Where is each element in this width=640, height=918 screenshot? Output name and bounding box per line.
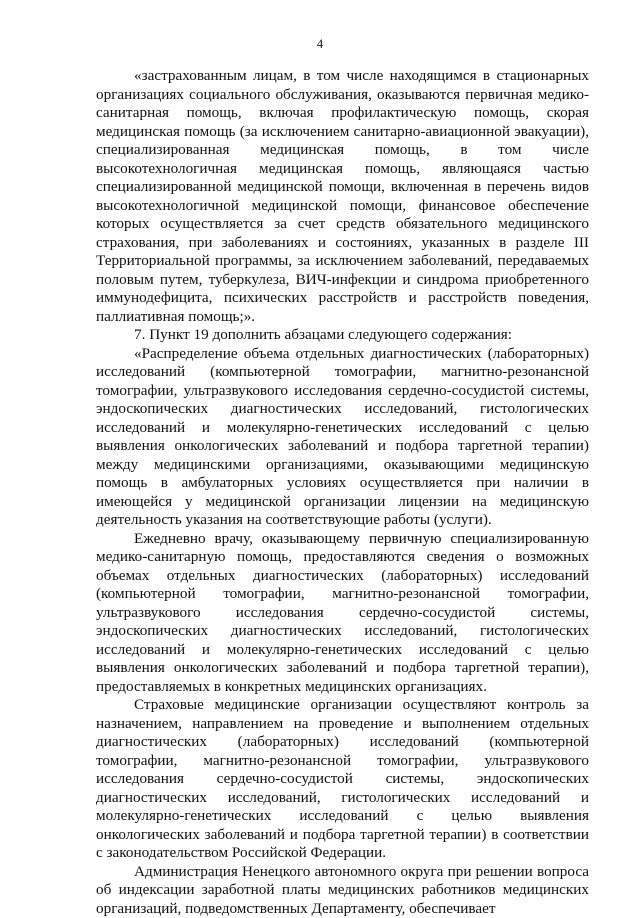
paragraph-salary-indexation: Администрация Ненецкого автономного округа при решении вопроса об индексации заработной платы медицинских работников медицинских организаций, подведомственных Департаменту, обеспечивает: [96, 863, 589, 918]
paragraph-item-7-intro: 7. Пункт 19 дополнить абзацами следующего содержания:: [96, 326, 589, 345]
page-number: 4: [0, 36, 640, 52]
paragraph-insurers-control: Страховые медицинские организации осуществляют контроль за назначением, направлением на проведение и выполнением отдельных диагностических (лабораторных) исследований (компьютерной томографии, магнитно-резонансной томографии, ультразвукового исследования сердечно-сосудистой системы, эндоскопических диагностических исследований, гистологических исследований и молекулярно-генетических исследований с целью выявления онкологических заболеваний и подбора таргетной терапии) в соответствии с законодательством Российской Федерации.: [96, 696, 589, 863]
paragraph-insured-persons-care: «застрахованным лицам, в том числе находящимся в стационарных организациях социального обслуживания, оказываются первичная медико-санитарная помощь, включая профилактическую помощь, скорая медицинская помощь (за исключением санитарно-авиационной эвакуации), специализированная медицинская помощь, в том числе высокотехнологичная медицинская помощь, являющаяся частью специализированной медицинской помощи, включенная в перечень видов высокотехнологичной медицинской помощи, финансовое обеспечение которых осуществляется за счет средств обязательного медицинского страхования, при заболеваниях и состояниях, указанных в разделе III Территориальной программы, за исключением заболеваний, передаваемых половым путем, туберкулеза, ВИЧ-инфекции и синдрома приобретенного иммунодефицита, психических расстройств и расстройств поведения, паллиативная помощь;».: [96, 67, 589, 326]
document-body: [96, 67, 589, 918]
paragraph-diagnostics-distribution: «Распределение объема отдельных диагностических (лабораторных) исследований (компьютерной томографии, магнитно-резонансной томографии, ультразвукового исследования сердечно-сосудистой системы, эндоскопических диагностических исследований, гистологических исследований и молекулярно-генетических исследований с целью выявления онкологических заболеваний и подбора таргетной терапии) между медицинскими организациями, оказывающими медицинскую помощь в амбулаторных условиях осуществляется при наличии в имеющейся у медицинской организации лицензии на медицинскую деятельность указания на соответствующие работы (услуги).: [96, 345, 589, 530]
paragraph-daily-information: Ежедневно врачу, оказывающему первичную специализированную медико-санитарную помощь, предоставляются сведения о возможных объемах отдельных диагностических (лабораторных) исследований (компьютерной томографии, магнитно-резонансной томографии, ультразвукового исследования сердечно-сосудистой системы, эндоскопических диагностических исследований, гистологических исследований и молекулярно-генетических исследований с целью выявления онкологических заболеваний и подбора таргетной терапии), предоставляемых в конкретных медицинских организациях.: [96, 530, 589, 697]
